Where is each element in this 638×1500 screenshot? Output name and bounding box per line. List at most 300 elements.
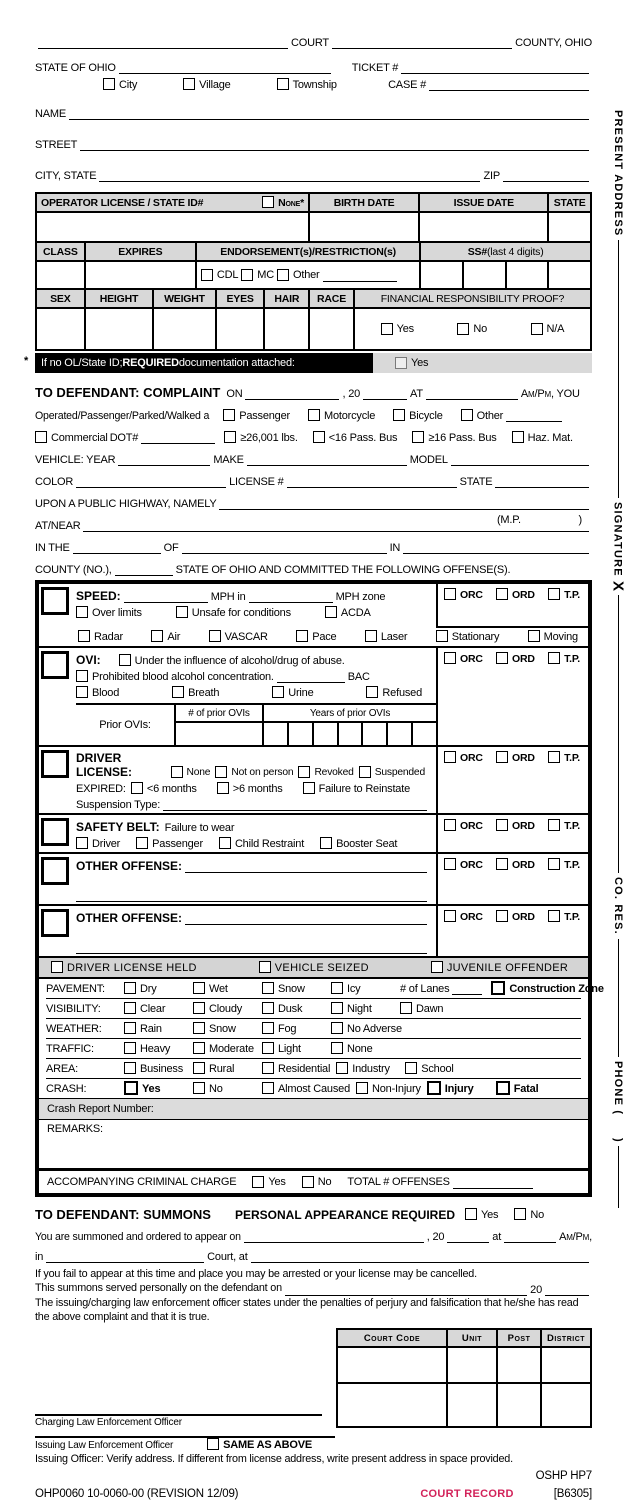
- option-label: No: [530, 1208, 545, 1221]
- option-label: Light: [278, 1042, 301, 1055]
- checkbox-icon[interactable]: [514, 1208, 526, 1220]
- dl-select-checkbox[interactable]: [41, 750, 69, 778]
- state-of-ohio-label: STATE OF OHIO: [35, 62, 116, 74]
- jurisdiction-type-line[interactable]: [73, 541, 161, 554]
- checkbox-icon[interactable]: [183, 78, 195, 90]
- speed-select-checkbox[interactable]: [41, 587, 69, 615]
- checkbox-icon[interactable]: [207, 1438, 219, 1450]
- race-field[interactable]: [308, 309, 353, 349]
- plate-state-label: STATE: [459, 476, 493, 488]
- district-field[interactable]: [540, 1348, 590, 1382]
- post-field[interactable]: [496, 1348, 540, 1382]
- write-line[interactable]: [323, 269, 397, 282]
- checkbox-icon[interactable]: [496, 652, 508, 664]
- county-name-line[interactable]: [403, 541, 589, 554]
- option-prohibited-blood-alcohol-concentration-: [76, 670, 348, 683]
- checkbox-icon[interactable]: [76, 606, 88, 618]
- checkbox-icon[interactable]: [51, 961, 63, 973]
- post-field[interactable]: [496, 1384, 540, 1426]
- expires-header: EXPIRES: [84, 243, 195, 260]
- ticket-number-line[interactable]: [401, 61, 589, 74]
- option-over-limits: [76, 606, 142, 619]
- checkbox-icon[interactable]: [512, 431, 524, 443]
- checkbox-icon[interactable]: [193, 1002, 205, 1014]
- checkbox-icon[interactable]: [395, 357, 407, 369]
- option-child-restraint: [219, 837, 304, 850]
- checkbox-icon[interactable]: [176, 606, 188, 618]
- checkbox-icon[interactable]: [119, 654, 131, 666]
- option--16-pass-bus: [412, 431, 496, 444]
- no-id-note-bar: [24, 353, 592, 373]
- checkbox-icon[interactable]: [252, 1176, 264, 1188]
- class-field[interactable]: [37, 262, 84, 288]
- checkbox-icon[interactable]: [124, 1062, 136, 1074]
- checkbox-icon[interactable]: [548, 910, 560, 922]
- checkbox-icon[interactable]: [193, 1062, 205, 1074]
- checkbox-icon[interactable]: [262, 1022, 274, 1034]
- checkbox-icon[interactable]: [405, 1062, 417, 1074]
- checkbox-icon[interactable]: [76, 837, 88, 849]
- ss-digit-field[interactable]: [505, 262, 548, 288]
- checkbox-icon[interactable]: [124, 1002, 136, 1014]
- checkbox-icon[interactable]: [272, 686, 284, 698]
- checkbox-icon[interactable]: [427, 1081, 441, 1095]
- option--16-pass-bus: [313, 431, 398, 444]
- checkbox-icon[interactable]: [491, 981, 505, 995]
- belt-select-checkbox[interactable]: [41, 818, 69, 846]
- checkbox-icon[interactable]: [365, 630, 377, 642]
- option-fog: [262, 1022, 325, 1035]
- prior-year-field[interactable]: [287, 723, 312, 745]
- checkbox-icon[interactable]: [444, 751, 456, 763]
- checkbox-icon[interactable]: [262, 1042, 274, 1054]
- issue-date-field[interactable]: [418, 213, 547, 241]
- time-line[interactable]: [426, 387, 518, 400]
- checkbox-icon[interactable]: [259, 961, 271, 973]
- make-line[interactable]: [247, 453, 407, 466]
- jurisdiction-name-line[interactable]: [182, 541, 387, 554]
- option-snow: [262, 982, 325, 995]
- unit-field[interactable]: [446, 1384, 496, 1426]
- color-line[interactable]: [76, 475, 226, 488]
- area-options: [124, 1062, 474, 1075]
- appear-ampm-suffix: ,: [589, 1231, 592, 1243]
- checkbox-icon[interactable]: [457, 323, 469, 335]
- checkbox-icon[interactable]: [131, 782, 143, 794]
- option-passenger: [223, 409, 290, 422]
- checkbox-icon[interactable]: [331, 1002, 343, 1014]
- checkbox-icon[interactable]: [302, 1176, 314, 1188]
- name-line[interactable]: [69, 107, 589, 120]
- accompanying-label: ACCOMPANYING CRIMINAL CHARGE: [47, 1176, 237, 1188]
- checkbox-icon[interactable]: [303, 782, 315, 794]
- option-label: Urine: [288, 686, 314, 699]
- operated-label: Operated/Passenger/Parked/Walked a: [35, 410, 210, 422]
- other2-line1[interactable]: [185, 912, 427, 925]
- unit-field[interactable]: [446, 1348, 496, 1382]
- checkbox-icon[interactable]: [103, 78, 115, 90]
- street-line[interactable]: [80, 138, 589, 151]
- checkbox-icon[interactable]: [331, 1022, 343, 1034]
- checkbox-icon[interactable]: [331, 982, 343, 994]
- checkbox-icon[interactable]: [223, 409, 235, 421]
- checkbox-icon[interactable]: [262, 1082, 274, 1094]
- of-label: OF: [163, 542, 179, 554]
- option-label: Passenger: [152, 837, 203, 850]
- checkbox-icon[interactable]: [219, 837, 231, 849]
- present-address-line[interactable]: [618, 240, 619, 498]
- other2-select-checkbox[interactable]: [41, 909, 69, 937]
- checkbox-icon[interactable]: [531, 323, 543, 335]
- write-line[interactable]: [277, 670, 345, 683]
- checkbox-icon[interactable]: [298, 766, 310, 778]
- license-number-field[interactable]: [37, 213, 308, 241]
- checkbox-icon[interactable]: [412, 431, 424, 443]
- ovi-prohibited-option: [76, 670, 348, 683]
- option-t-p-: [548, 910, 580, 923]
- sex-field[interactable]: [37, 309, 84, 349]
- option-label: Commercial: [51, 431, 108, 444]
- total-offenses-line[interactable]: [453, 1176, 533, 1189]
- served-text: This summons served personally on the defendant on: [35, 1282, 282, 1295]
- plate-state-line[interactable]: [495, 475, 589, 488]
- milepost-open: (M.P.: [496, 514, 521, 526]
- checkbox-icon[interactable]: [171, 766, 183, 778]
- court-code-field[interactable]: [338, 1384, 446, 1426]
- option--6-months: [131, 782, 197, 795]
- court-address-line[interactable]: [251, 1250, 589, 1263]
- checkbox-icon[interactable]: [193, 1082, 205, 1094]
- option-rural: [193, 1062, 256, 1075]
- other1-select-checkbox[interactable]: [41, 857, 69, 885]
- offense-other-2: [39, 904, 588, 956]
- option-label: ORD: [512, 652, 535, 665]
- option--26-001-lbs-: [224, 431, 297, 444]
- checkbox-icon[interactable]: [151, 630, 163, 642]
- case-number-line[interactable]: [429, 78, 589, 91]
- ss-header: [419, 243, 590, 260]
- option-rain: [124, 1022, 187, 1035]
- option-label: Haz. Mat.: [527, 431, 573, 444]
- option-label: T.P.: [564, 858, 580, 871]
- option-label: Booster Seat: [336, 837, 398, 850]
- checkbox-icon[interactable]: [400, 1002, 412, 1014]
- appear-year-line[interactable]: [447, 1230, 489, 1243]
- court-name-line2[interactable]: [46, 1250, 204, 1263]
- option-ord: [496, 751, 535, 764]
- option-refused: [366, 686, 422, 699]
- other2-line2[interactable]: [76, 941, 427, 954]
- checkbox-icon[interactable]: [193, 1042, 205, 1054]
- speed-zone-line[interactable]: [249, 590, 333, 603]
- highway-label: UPON A PUBLIC HIGHWAY, NAMELY: [35, 498, 217, 510]
- ss-sub-label: (last 4 digits): [486, 245, 544, 258]
- issuing-officer-row: [35, 1438, 592, 1451]
- checkbox-icon[interactable]: [277, 78, 289, 90]
- checkbox-icon[interactable]: [124, 1081, 138, 1095]
- option-label: Fog: [278, 1022, 297, 1035]
- in-the-label: IN THE: [35, 542, 70, 554]
- option-label: T.P.: [564, 751, 580, 764]
- checkbox-icon[interactable]: [431, 961, 443, 973]
- model-line[interactable]: [451, 453, 589, 466]
- in-court-label: in: [35, 1251, 44, 1263]
- option-radar: [78, 630, 123, 643]
- court-code-field[interactable]: [338, 1348, 446, 1382]
- write-line[interactable]: [452, 982, 482, 995]
- suspension-type-line[interactable]: [163, 798, 427, 811]
- prior-year-field[interactable]: [264, 723, 287, 745]
- checkbox-icon[interactable]: [308, 409, 320, 421]
- court-name-line[interactable]: [38, 36, 288, 49]
- checkbox-icon[interactable]: [465, 1208, 477, 1220]
- speed-options-row2: [39, 628, 588, 646]
- other2-title: OTHER OFFENSE:: [76, 911, 183, 925]
- none-option: [262, 196, 304, 209]
- checkbox-icon[interactable]: [496, 910, 508, 922]
- area-row: [46, 1059, 581, 1079]
- date-line[interactable]: [245, 387, 339, 400]
- checkbox-icon[interactable]: [124, 982, 136, 994]
- option-under-the-influence-of-alcohol-drug-of-abuse-: [119, 654, 345, 667]
- option-label: Pace: [312, 630, 337, 643]
- state-field[interactable]: [547, 213, 590, 241]
- checkbox-icon[interactable]: [241, 269, 253, 281]
- prior-year-field[interactable]: [361, 723, 386, 745]
- other1-line2[interactable]: [76, 889, 427, 902]
- served-row: [35, 1281, 592, 1295]
- checkbox-icon[interactable]: [444, 652, 456, 664]
- eyes-field[interactable]: [215, 309, 264, 349]
- same-as-above-option: [207, 1438, 312, 1451]
- prior-year-field[interactable]: [386, 723, 411, 745]
- option-label: Almost Caused: [278, 1082, 350, 1095]
- checkbox-icon[interactable]: [359, 766, 371, 778]
- ss-digit-field[interactable]: [462, 262, 505, 288]
- checkbox-icon[interactable]: [393, 409, 405, 421]
- checkbox-icon[interactable]: [215, 766, 227, 778]
- expired-label: EXPIRED:: [76, 783, 126, 795]
- phone-line[interactable]: [618, 1146, 619, 1208]
- co-res-line[interactable]: [618, 939, 619, 1057]
- checkbox-icon[interactable]: [366, 686, 378, 698]
- checkbox-icon[interactable]: [496, 858, 508, 870]
- option-blood: [76, 686, 119, 699]
- checkbox-icon[interactable]: [209, 630, 221, 642]
- option-label: Over limits: [92, 606, 142, 619]
- expired-options: [131, 782, 430, 795]
- ovi-title: OVI:: [76, 653, 101, 667]
- prior-num-field[interactable]: [176, 723, 262, 745]
- crash-report-row: [39, 1098, 588, 1119]
- option-no-adverse: [331, 1022, 402, 1035]
- weight-field[interactable]: [152, 309, 215, 349]
- option-ord: [496, 910, 535, 923]
- option-icy: [331, 982, 394, 995]
- year-line[interactable]: [363, 387, 407, 400]
- appear-time-line[interactable]: [504, 1230, 556, 1243]
- option-yes: [252, 1176, 285, 1189]
- hair-field[interactable]: [263, 309, 308, 349]
- option-night: [331, 1002, 394, 1015]
- dl-orc-options: [436, 747, 588, 813]
- district-header: District: [540, 1330, 590, 1346]
- option-label: Wet: [209, 982, 228, 995]
- present-address-label: PRESENT ADDRESS: [612, 110, 624, 237]
- unit-header: Unit: [446, 1330, 496, 1346]
- checkbox-icon[interactable]: [444, 910, 456, 922]
- option-t-p-: [548, 751, 580, 764]
- option-no: [514, 1208, 544, 1221]
- checkbox-icon[interactable]: [201, 269, 213, 281]
- checkbox-icon[interactable]: [381, 323, 393, 335]
- checkbox-icon[interactable]: [436, 630, 448, 642]
- offense-other-1: [39, 852, 588, 904]
- speed-mph-line[interactable]: [124, 590, 208, 603]
- other1-line1[interactable]: [185, 860, 427, 873]
- option-stationary: [436, 630, 500, 643]
- appearance-options: [465, 1208, 560, 1221]
- signature-line[interactable]: [618, 595, 619, 873]
- ss-digit-field[interactable]: [419, 262, 462, 288]
- checkbox-icon[interactable]: [496, 588, 508, 600]
- option-industry: [336, 1062, 399, 1075]
- option-label: School: [421, 1062, 454, 1075]
- traffic-options: [124, 1042, 400, 1055]
- checkbox-icon[interactable]: [325, 606, 337, 618]
- checkbox-icon[interactable]: [336, 1062, 348, 1074]
- checkbox-icon[interactable]: [262, 982, 274, 994]
- county-line[interactable]: [332, 36, 512, 49]
- checkbox-icon[interactable]: [262, 1062, 274, 1074]
- frp-options-cell: [353, 309, 590, 349]
- option-label: No: [473, 323, 488, 335]
- option-same-as-above: [207, 1438, 312, 1451]
- checkbox-icon[interactable]: [548, 652, 560, 664]
- highway-row: [35, 497, 592, 510]
- ovi-select-checkbox[interactable]: [41, 651, 69, 679]
- checkbox-icon[interactable]: [496, 751, 508, 763]
- appear-date-line[interactable]: [244, 1230, 424, 1243]
- appear-text: You are summoned and ordered to appear on: [35, 1231, 241, 1243]
- checkbox-icon[interactable]: [217, 782, 229, 794]
- prior-year-field[interactable]: [337, 723, 362, 745]
- street-row: [35, 138, 592, 151]
- color-row: [35, 475, 592, 488]
- plate-line[interactable]: [287, 475, 457, 488]
- option-label: # of Lanes: [400, 982, 450, 995]
- checkbox-icon[interactable]: [35, 431, 47, 443]
- option-label: ORC: [460, 751, 483, 764]
- prior-year-field[interactable]: [411, 723, 436, 745]
- option-orc: [444, 858, 483, 871]
- option-laser: [365, 630, 408, 643]
- checkbox-icon[interactable]: [444, 819, 456, 831]
- ss-digit-field[interactable]: [547, 262, 590, 288]
- checkbox-icon[interactable]: [224, 431, 236, 443]
- checkbox-icon[interactable]: [262, 196, 274, 208]
- option-light: [262, 1042, 325, 1055]
- served-date-line[interactable]: [285, 1283, 527, 1296]
- height-field[interactable]: [84, 309, 153, 349]
- option-ord: [496, 819, 535, 832]
- option-label: Bicycle: [409, 409, 443, 422]
- dot-line[interactable]: [141, 431, 215, 444]
- served-year-line[interactable]: [545, 1283, 589, 1296]
- write-line[interactable]: [506, 409, 562, 422]
- prior-year-field[interactable]: [312, 723, 337, 745]
- checkbox-icon[interactable]: [548, 819, 560, 831]
- highway-line[interactable]: [219, 497, 589, 510]
- weather-options: [124, 1022, 408, 1035]
- checkbox-icon[interactable]: [193, 1022, 205, 1034]
- checkbox-icon[interactable]: [461, 409, 473, 421]
- checkbox-icon[interactable]: [296, 630, 308, 642]
- checkbox-icon[interactable]: [124, 1022, 136, 1034]
- checkbox-icon[interactable]: [548, 858, 560, 870]
- checkbox-icon[interactable]: [78, 630, 90, 642]
- expires-field[interactable]: [84, 262, 195, 288]
- checkbox-icon[interactable]: [548, 588, 560, 600]
- offense-box: [35, 580, 604, 1197]
- birth-date-field[interactable]: [308, 213, 418, 241]
- checkbox-icon[interactable]: [172, 686, 184, 698]
- checkbox-icon[interactable]: [76, 686, 88, 698]
- offense-driver-license: [39, 745, 588, 813]
- accompanying-row: [39, 1168, 588, 1193]
- option-label: Revoked: [314, 767, 354, 778]
- checkbox-icon[interactable]: [331, 1042, 343, 1054]
- checkbox-icon[interactable]: [528, 630, 540, 642]
- checkbox-icon[interactable]: [193, 982, 205, 994]
- checkbox-icon[interactable]: [320, 837, 332, 849]
- checkbox-icon[interactable]: [76, 670, 88, 682]
- district-field[interactable]: [540, 1384, 590, 1426]
- court-code-table: [336, 1328, 592, 1428]
- city-state-line[interactable]: [99, 169, 480, 182]
- option-label: Business: [140, 1062, 184, 1075]
- other2-orc-options: [436, 906, 588, 956]
- checkbox-icon[interactable]: [548, 751, 560, 763]
- year-prefix: , 20: [342, 388, 361, 400]
- option-label: MC: [257, 269, 274, 281]
- option-motorcycle: [308, 409, 375, 422]
- checkbox-icon[interactable]: [356, 1082, 368, 1094]
- zip-line[interactable]: [503, 169, 589, 182]
- city-state-label: CITY, STATE: [35, 170, 97, 182]
- checkbox-icon[interactable]: [444, 588, 456, 600]
- checkbox-icon[interactable]: [277, 269, 289, 281]
- checkbox-icon[interactable]: [136, 837, 148, 849]
- checkbox-icon[interactable]: [496, 819, 508, 831]
- prior-ovi-table: [76, 703, 436, 745]
- vehicle-year-label: VEHICLE: YEAR: [35, 454, 116, 466]
- county-no-line[interactable]: [115, 563, 173, 576]
- mph-in-label: MPH in: [210, 591, 246, 603]
- checkbox-icon[interactable]: [124, 1042, 136, 1054]
- checkbox-icon[interactable]: [496, 1081, 510, 1095]
- checkbox-icon[interactable]: [313, 431, 325, 443]
- weather-label: WEATHER:: [46, 1022, 102, 1035]
- year-field-line[interactable]: [118, 453, 210, 466]
- name-row: [35, 107, 592, 120]
- state-of-ohio-line[interactable]: [119, 61, 331, 74]
- checkbox-icon[interactable]: [444, 858, 456, 870]
- remarks-area[interactable]: [39, 1119, 588, 1168]
- checkbox-icon[interactable]: [262, 1002, 274, 1014]
- conditions-section: [39, 977, 604, 1098]
- option-label: None*: [278, 196, 304, 209]
